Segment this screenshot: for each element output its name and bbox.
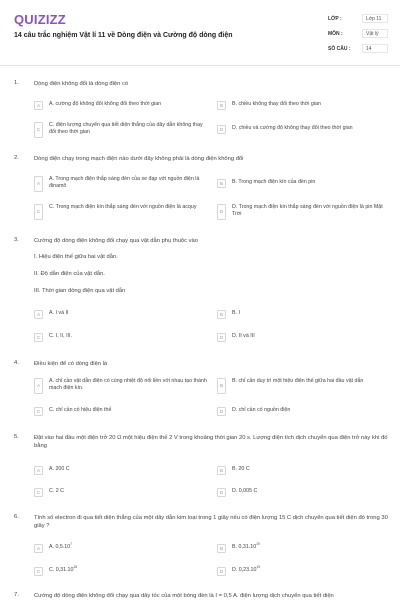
option-b[interactable] (217, 377, 389, 395)
option-text: A. 200 C (49, 466, 70, 472)
question-text: Tính số electron đi qua tiết diện thẳng của một dây dẫn kim loại trong 1 giây nếu có điện lượng 15 C dịch chuyển qua tiết diện đó trong 30 giây ? (34, 515, 388, 529)
option-c[interactable] (34, 329, 206, 347)
question-number: 7. (14, 592, 19, 598)
quizizz-logo: QUIZIZZ (14, 12, 66, 27)
option-c[interactable] (34, 484, 206, 502)
question-number: 2. (14, 155, 19, 161)
question-text: Cường độ dòng điện không đổi chạy qua dây tóc của một bóng đèn là I = 0,5 A. điện lượng dịch chuyển qua tiết diện (34, 593, 334, 599)
statement-3: III. Thời gian dòng điện qua vật dẫn (34, 288, 126, 294)
option-letter: D (217, 333, 226, 342)
question-count-label: SỐ CÂU : (328, 46, 351, 52)
option-letter: C (34, 333, 43, 342)
question-number: 5. (14, 434, 19, 440)
option-letter: B (217, 310, 226, 319)
option-b[interactable] (217, 306, 389, 324)
question-text: Dòng điện chạy trong mạch điện nào dưới đây không phải là dòng điện không đổi (34, 156, 244, 162)
option-text: B. Trong mạch điện kín của đèn pin (232, 179, 316, 185)
option-letter: A (34, 378, 43, 394)
option-text: A. I và II (49, 310, 69, 316)
option-c[interactable] (34, 121, 206, 139)
option-letter: B (217, 179, 226, 188)
option-text: D. II và III (232, 333, 255, 339)
option-letter: B (217, 101, 226, 110)
option-b[interactable] (217, 175, 389, 193)
question-text: Điều kiện để có dòng điện là (34, 361, 108, 367)
worksheet-header (0, 0, 400, 66)
option-letter: C (34, 122, 43, 138)
option-text: B. chiều không thay đổi theo thời gian (232, 101, 321, 107)
option-text: A. cường độ không đổi không đổi theo thời gian (49, 101, 162, 107)
option-d[interactable] (217, 203, 389, 221)
option-text: C. điện lượng chuyển qua tiết diện thẳng của dây dẫn không thay đổi theo thời gian (49, 122, 203, 135)
option-letter: C (34, 488, 43, 497)
option-letter: A (34, 310, 43, 319)
question-text: Dòng điện không đổi là dòng điện có (34, 81, 129, 87)
option-d[interactable] (217, 329, 389, 347)
option-text: A. Trong mạch điện thắp sáng đèn của xe đạp với nguồn điện là đinamô (49, 176, 200, 189)
statement-2: II. Độ dẫn điện của vật dẫn. (34, 271, 105, 277)
class-label: LỚP : (328, 16, 342, 22)
option-a[interactable] (34, 377, 206, 395)
option-d[interactable] (217, 403, 389, 421)
option-letter: D (217, 125, 226, 134)
option-c[interactable] (34, 203, 206, 221)
option-text: B. I (232, 310, 240, 316)
option-b[interactable] (217, 97, 389, 115)
option-letter: A (34, 466, 43, 475)
worksheet-title: 14 câu trắc nghiệm Vật lí 11 về Dòng điện và Cường độ dòng điện (14, 32, 233, 39)
option-text: A. 0,5.10$^7$ (49, 542, 72, 550)
option-letter: D (217, 407, 226, 416)
option-letter: D (217, 488, 226, 497)
statement-1: I. Hiệu điện thế giữa hai vật dẫn. (34, 254, 118, 260)
option-d[interactable] (217, 121, 389, 139)
option-text: B. 0,31.10$^{19}$ (232, 542, 260, 550)
option-letter: C (34, 567, 43, 576)
question-number: 4. (14, 360, 19, 366)
option-b[interactable] (217, 540, 389, 558)
question-count-value: 14 (362, 44, 388, 53)
option-a[interactable] (34, 306, 206, 324)
option-text: D. chỉ cần có nguồn điện (232, 407, 291, 413)
option-letter: A (34, 176, 43, 192)
option-letter: C (34, 407, 43, 416)
option-letter: A (34, 544, 43, 553)
option-letter: B (217, 378, 226, 394)
option-letter: D (217, 204, 226, 220)
option-text: C. 0,31.10$^{18}$ (49, 565, 77, 573)
option-a[interactable] (34, 175, 206, 193)
option-letter: A (34, 101, 43, 110)
option-d[interactable] (217, 484, 389, 502)
question-text: Cường độ dòng điện không đổi chạy qua vật dẫn phụ thuộc vào (34, 238, 198, 244)
option-text: D. 0,005 C (232, 488, 258, 494)
option-text: C. 2 C (49, 488, 65, 494)
option-text: C. Trong mạch điện kín thắp sáng đèn với nguồn điện là acquy (49, 204, 197, 210)
option-d[interactable] (217, 563, 389, 581)
option-text: D. Trong mạch điện kín thắp sáng đèn với nguồn điện là pin Mặt Trời (232, 204, 383, 217)
option-letter: D (217, 567, 226, 576)
option-letter: C (34, 204, 43, 220)
option-text: A. chỉ cần vật dẫn điện có cùng nhiệt độ nối liền với nhau tạo thành mạch điện kín. (49, 378, 207, 391)
option-c[interactable] (34, 403, 206, 421)
option-text: B. chỉ cần duy trì một hiệu điện thế giữa hai đầu vật dẫn (232, 378, 364, 384)
option-a[interactable] (34, 462, 206, 480)
option-text: C. I, II, III. (49, 333, 72, 339)
question-number: 6. (14, 514, 19, 520)
question-text: Đặt vào hai đầu một điện trở 20 Ω một hiệu điện thế 2 V trong khoảng thời gian 20 s. Lượng điện tích dịch chuyển qua điện trở này khi đó bằng (34, 435, 388, 449)
option-text: D. 0,23.10$^{19}$ (232, 565, 260, 573)
class-value: Lớp 11 (362, 14, 388, 23)
subject-label: MÔN : (328, 31, 343, 37)
option-letter: B (217, 466, 226, 475)
question-number: 3. (14, 237, 19, 243)
question-number: 1. (14, 80, 19, 86)
option-c[interactable] (34, 563, 206, 581)
option-b[interactable] (217, 462, 389, 480)
option-text: C. chỉ cần có hiệu điện thế (49, 407, 112, 413)
option-text: D. chiều và cường độ không thay đổi theo thời gian (232, 125, 353, 131)
option-a[interactable] (34, 540, 206, 558)
option-letter: B (217, 544, 226, 553)
subject-value: Vật lý (362, 29, 388, 38)
option-text: B. 20 C (232, 466, 250, 472)
option-a[interactable] (34, 97, 206, 115)
